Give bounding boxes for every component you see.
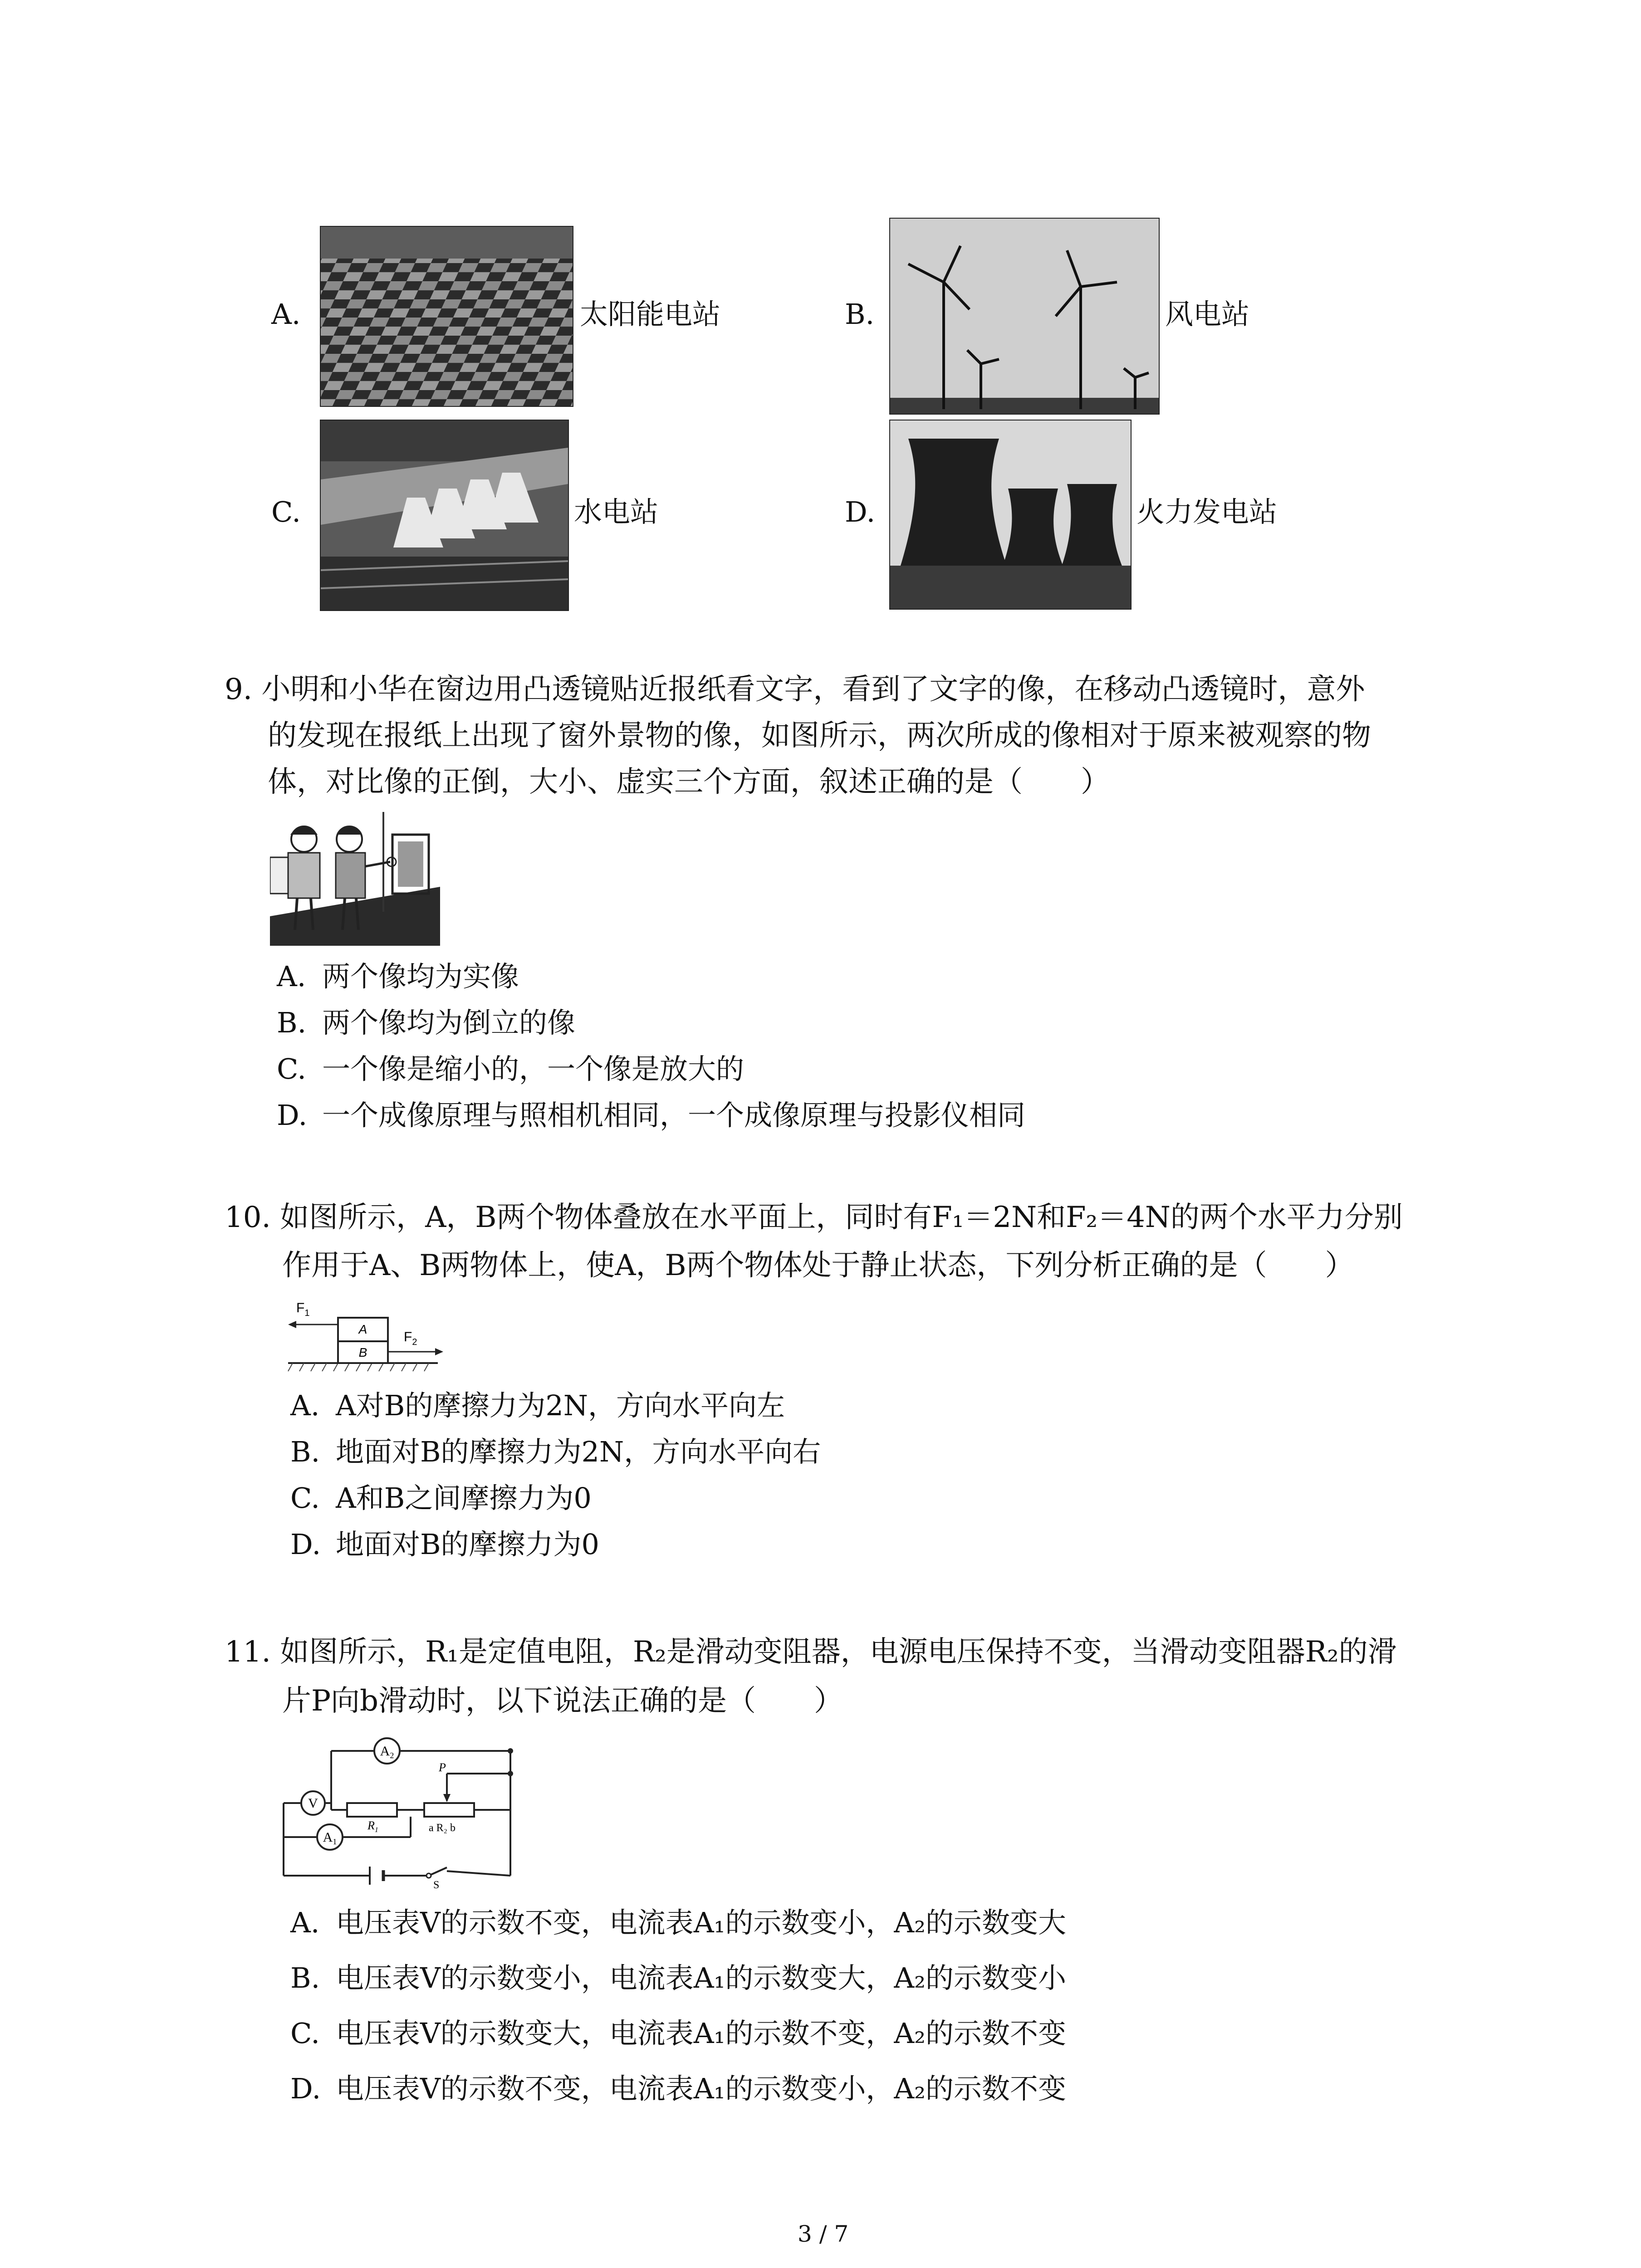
q10-stem-line-2: 作用于A、B两物体上，使A，B两个物体处于静止状态，下列分析正确的是（ ） [282, 1249, 1354, 1282]
q11-option-a-letter: A. [290, 1906, 320, 1939]
q11-option-d-text: 电压表V的示数不变，电流表A₁的示数变小，A₂的示数不变 [336, 2072, 1067, 2105]
q11-option-d[interactable] [290, 2072, 1067, 2105]
r1-label: $R_1$ [367, 1819, 378, 1834]
q10-option-a[interactable] [290, 1389, 785, 1422]
q9-option-b[interactable] [277, 1006, 576, 1039]
f2-label: $F_2$ [404, 1330, 417, 1347]
q11-stem-line-1: 11. 如图所示，R₁是定值电阻，R₂是滑动变阻器，电源电压保持不变，当滑动变阻器R₂的滑 [225, 1635, 1397, 1669]
q10-option-b-text: 地面对B的摩擦力为2N，方向水平向右 [336, 1435, 821, 1468]
q9-option-a[interactable] [277, 960, 519, 993]
q11-figure-circuit [279, 1726, 524, 1889]
q9-option-d-letter: D. [277, 1099, 308, 1132]
hydro-station-photo [320, 420, 569, 611]
q9-option-c-text: 一个像是缩小的，一个像是放大的 [322, 1052, 745, 1085]
r2-label: a R₂ b [429, 1822, 456, 1834]
q10-stem-line-1: 10. 如图所示，A，B两个物体叠放在水平面上，同时有F₁＝2N和F₂＝4N的两个水平力分别 [225, 1201, 1403, 1234]
q8-option-b-caption: 风电站 [1165, 298, 1250, 331]
q10-option-b[interactable] [290, 1435, 821, 1468]
q11-option-b[interactable] [290, 1961, 1067, 1994]
q11-option-a[interactable] [290, 1906, 1067, 1939]
q8-option-b-letter: B. [845, 298, 875, 331]
q9-option-d[interactable] [277, 1099, 1026, 1132]
ammeter-a2-label: $A_2$ [380, 1744, 394, 1760]
q9-stem-line-1: 9. 小明和小华在窗边用凸透镜贴近报纸看文字，看到了文字的像，在移动凸透镜时，意外 [225, 673, 1365, 706]
q9-stem-line-3: 体，对比像的正倒，大小、虚实三个方面，叙述正确的是（ ） [268, 765, 1110, 799]
q8-option-a-caption: 太阳能电站 [580, 298, 721, 331]
q8-option-a-letter: A. [271, 298, 301, 331]
q10-figure-stacked-blocks [284, 1295, 447, 1374]
q11-option-c-text: 电压表V的示数变大，电流表A₁的示数不变，A₂的示数不变 [336, 2017, 1067, 2050]
q11-option-b-text: 电压表V的示数变小，电流表A₁的示数变大，A₂的示数变小 [336, 1961, 1067, 1994]
q10-option-b-letter: B. [290, 1435, 320, 1468]
q10-option-c[interactable] [290, 1481, 592, 1515]
q10-option-c-letter: C. [290, 1481, 320, 1515]
q11-option-c-letter: C. [290, 2017, 320, 2050]
q8-option-c-letter: C. [271, 495, 301, 528]
solar-station-photo [320, 226, 573, 407]
q10-option-d-text: 地面对B的摩擦力为0 [336, 1528, 600, 1561]
f1-label: $F_1$ [296, 1300, 310, 1318]
q9-option-a-letter: A. [277, 960, 306, 993]
q10-option-d-letter: D. [290, 1528, 321, 1561]
q9-figure-lens-window [270, 807, 440, 946]
q9-option-c[interactable] [277, 1052, 745, 1085]
q11-option-a-text: 电压表V的示数不变，电流表A₁的示数变小，A₂的示数变大 [336, 1906, 1067, 1939]
q9-option-d-text: 一个成像原理与照相机相同，一个成像原理与投影仪相同 [322, 1099, 1026, 1132]
block-b-label: B [358, 1345, 367, 1359]
q11-stem-line-2: 片P向b滑动时，以下说法正确的是（ ） [282, 1684, 843, 1718]
thermal-station-photo [889, 420, 1132, 610]
q11-option-b-letter: B. [290, 1961, 320, 1994]
q9-option-b-letter: B. [277, 1006, 307, 1039]
q8-option-c-caption: 水电站 [574, 495, 659, 528]
q11-option-d-letter: D. [290, 2072, 321, 2105]
block-a-label: A [358, 1322, 367, 1336]
wind-station-photo [889, 218, 1160, 415]
ammeter-a1-label: $A_1$ [323, 1830, 337, 1846]
q10-option-a-text: A对B的摩擦力为2N，方向水平向左 [336, 1389, 785, 1422]
q8-option-d-caption: 火力发电站 [1136, 495, 1278, 528]
q10-option-d[interactable] [290, 1530, 599, 1559]
voltmeter-v-label: V [308, 1796, 318, 1811]
switch-s-label: S [433, 1879, 440, 1889]
q8-option-d-letter: D. [845, 495, 876, 528]
q10-option-c-text: A和B之间摩擦力为0 [336, 1481, 592, 1515]
q11-option-c[interactable] [290, 2019, 1066, 2048]
q9-stem-line-2: 的发现在报纸上出现了窗外景物的像，如图所示，两次所成的像相对于原来被观察的物 [268, 719, 1371, 753]
q10-option-a-letter: A. [290, 1389, 320, 1422]
page-number: 3 / 7 [798, 2221, 849, 2247]
q9-option-a-text: 两个像均为实像 [322, 960, 519, 993]
q9-option-c-letter: C. [277, 1052, 306, 1085]
slider-p-label: P [439, 1761, 446, 1774]
q9-option-b-text: 两个像均为倒立的像 [322, 1006, 576, 1039]
